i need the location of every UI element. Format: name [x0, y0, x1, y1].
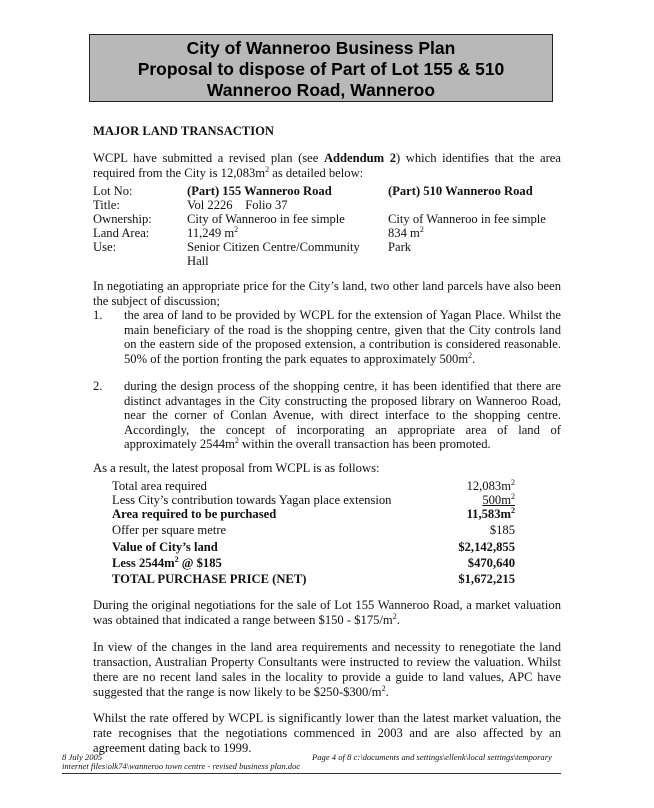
summary-sup: 2 — [511, 478, 515, 487]
list-item-text: during the design process of the shopping centre, it has been identified that there are distinct advantages in the City constructing the proposed library on Wanneroo Road, near the corner of Conlan Avenue, with direct interface to the shopping centre. Accordingly, the concept of incorporating an appropriate area of land of approximately 2544m — [124, 379, 561, 452]
title-banner — [89, 34, 553, 102]
lot155-use-line1: Senior Citizen Centre/Community — [187, 240, 360, 254]
banner-line-2: Proposal to dispose of Part of Lot 155 & 510 — [137, 59, 505, 79]
lot155-title: Vol 2226 Folio 37 — [187, 198, 288, 212]
section-heading: MAJOR LAND TRANSACTION — [93, 124, 274, 138]
summary-label: Value of City’s land — [112, 540, 218, 554]
summary-label-text: Less 2544m — [112, 556, 175, 570]
summary-value: $185 — [489, 523, 515, 537]
list-item-body — [124, 379, 561, 452]
summary-label: Total area required — [112, 479, 207, 493]
label-lot-no: Lot No: — [93, 184, 133, 198]
summary-value-text: 11,583m — [466, 507, 511, 521]
summary-row-offer — [112, 523, 515, 537]
lot155-area — [187, 226, 238, 240]
list-item-tail: within the overall transaction has been promoted. — [238, 437, 491, 452]
label-use: Use: — [93, 240, 117, 254]
intro-paragraph — [93, 151, 561, 181]
summary-row-total-price — [112, 572, 515, 586]
intro-text-d: as detailed below: — [269, 166, 364, 180]
valuation-tail: . — [396, 613, 400, 627]
summary-label: Offer per square metre — [112, 523, 227, 537]
list-item — [93, 379, 561, 452]
valuation-paragraph — [93, 598, 561, 628]
summary-sup: 2 — [511, 492, 515, 501]
label-land-area: Land Area: — [93, 226, 150, 240]
lot510-ownership: City of Wanneroo in fee simple — [388, 212, 546, 226]
summary-row-total-area — [112, 479, 515, 493]
list-item-body — [124, 308, 561, 366]
banner-line-3: Wanneroo Road, Wanneroo — [206, 80, 436, 100]
summary-label: Area required to be purchased — [112, 507, 277, 521]
lot510-area-sup: 2 — [419, 225, 424, 234]
valuation-text: During the original negotiations for the sale of Lot 155 Wanneroo Road, a market valuation was obtained that indicated a range between $150 - $175/m — [93, 598, 561, 627]
list-item — [93, 308, 561, 366]
list-item-number: 1. — [93, 308, 103, 322]
lot155-use-line2: Hall — [187, 254, 209, 268]
negotiating-paragraph: In negotiating an appropriate price for the City’s land, two other land parcels have also been the subject of discussion; — [93, 279, 561, 308]
summary-value-text: 12,083m — [466, 479, 511, 493]
summary-row-less-library — [112, 556, 515, 570]
summary-row-city-contribution — [112, 493, 515, 507]
changes-tail: . — [385, 685, 389, 699]
footer-rule — [62, 773, 561, 774]
lot155-area-sup: 2 — [234, 225, 239, 234]
summary-sup: 2 — [511, 506, 515, 515]
list-item-number: 2. — [93, 379, 103, 393]
intro-text-c: ) which identifies that the area required from the City is 12,083m — [93, 151, 561, 180]
summary-row-value-land — [112, 540, 515, 554]
intro-text-a: WCPL have submitted a revised plan (see — [93, 151, 324, 165]
summary-label: TOTAL PURCHASE PRICE (NET) — [112, 572, 307, 586]
summary-value — [482, 493, 515, 507]
lot155-ownership: City of Wanneroo in fee simple — [187, 212, 345, 226]
label-ownership: Ownership: — [93, 212, 152, 226]
intro-sup: 2 — [265, 165, 270, 174]
summary-value: $2,142,855 — [458, 540, 515, 554]
summary-label — [112, 556, 222, 570]
result-intro: As a result, the latest proposal from WCPL is as follows: — [93, 461, 380, 475]
lot510-name: (Part) 510 Wanneroo Road — [388, 184, 533, 198]
rate-paragraph: Whilst the rate offered by WCPL is significantly lower than the latest market valuation, the rate recognises that the negotiations commenced in 2003 and are also affected by an agreement dating back to 1999. — [93, 711, 561, 755]
changes-sup: 2 — [381, 684, 386, 693]
lot155-area-value: 11,249 m — [187, 226, 235, 240]
list-item-sup: 2 — [234, 436, 239, 446]
summary-label-sup: 2 — [174, 555, 179, 564]
lot510-use: Park — [388, 240, 412, 254]
list-item-tail: . — [472, 351, 476, 366]
footer-path: internet files\olk74\wanneroo town centre - revised business plan.doc — [62, 761, 301, 771]
valuation-sup: 2 — [392, 612, 397, 621]
lot155-use — [187, 240, 360, 268]
summary-row-area-purchased — [112, 507, 515, 521]
footer-page: Page 4 of 8 c:\documents and settings\ellenk\local settings\temporary — [312, 752, 552, 762]
lot510-area-value: 834 m — [388, 226, 420, 240]
list-item-sup: 2 — [468, 350, 473, 360]
summary-value-text: 500m — [482, 493, 511, 507]
summary-value — [467, 479, 515, 493]
summary-value: $470,640 — [467, 556, 515, 570]
banner-line-1: City of Wanneroo Business Plan — [186, 38, 456, 58]
lot510-area — [388, 226, 424, 240]
list-item-text: the area of land to be provided by WCPL for the extension of Yagan Place. Whilst the main beneficiary of the road is the shopping centre, given that the City controls land on the eastern side of the proposed extension, a contribution is considered reasonable. 50% of the portion fronting the park equates to approximately 500m — [124, 308, 561, 366]
label-title: Title: — [93, 198, 120, 212]
summary-label: Less City’s contribution towards Yagan place extension — [112, 493, 392, 507]
footer-date: 8 July 2005 — [62, 752, 103, 762]
lot155-name: (Part) 155 Wanneroo Road — [187, 184, 332, 198]
addendum-ref: Addendum 2 — [323, 151, 397, 165]
changes-paragraph — [93, 640, 561, 700]
summary-value: $1,672,215 — [458, 572, 515, 586]
summary-label-tail: @ $185 — [178, 556, 222, 570]
changes-text: In view of the changes in the land area requirements and necessity to renegotiate the land transaction, Australian Property Consultants were instructed to review the valuation. Whilst there are no recent land sales in the locality to provide a guide to land values, APC have suggested that the range is now likely to be $250-$300/m — [93, 640, 561, 699]
summary-value — [467, 507, 515, 521]
